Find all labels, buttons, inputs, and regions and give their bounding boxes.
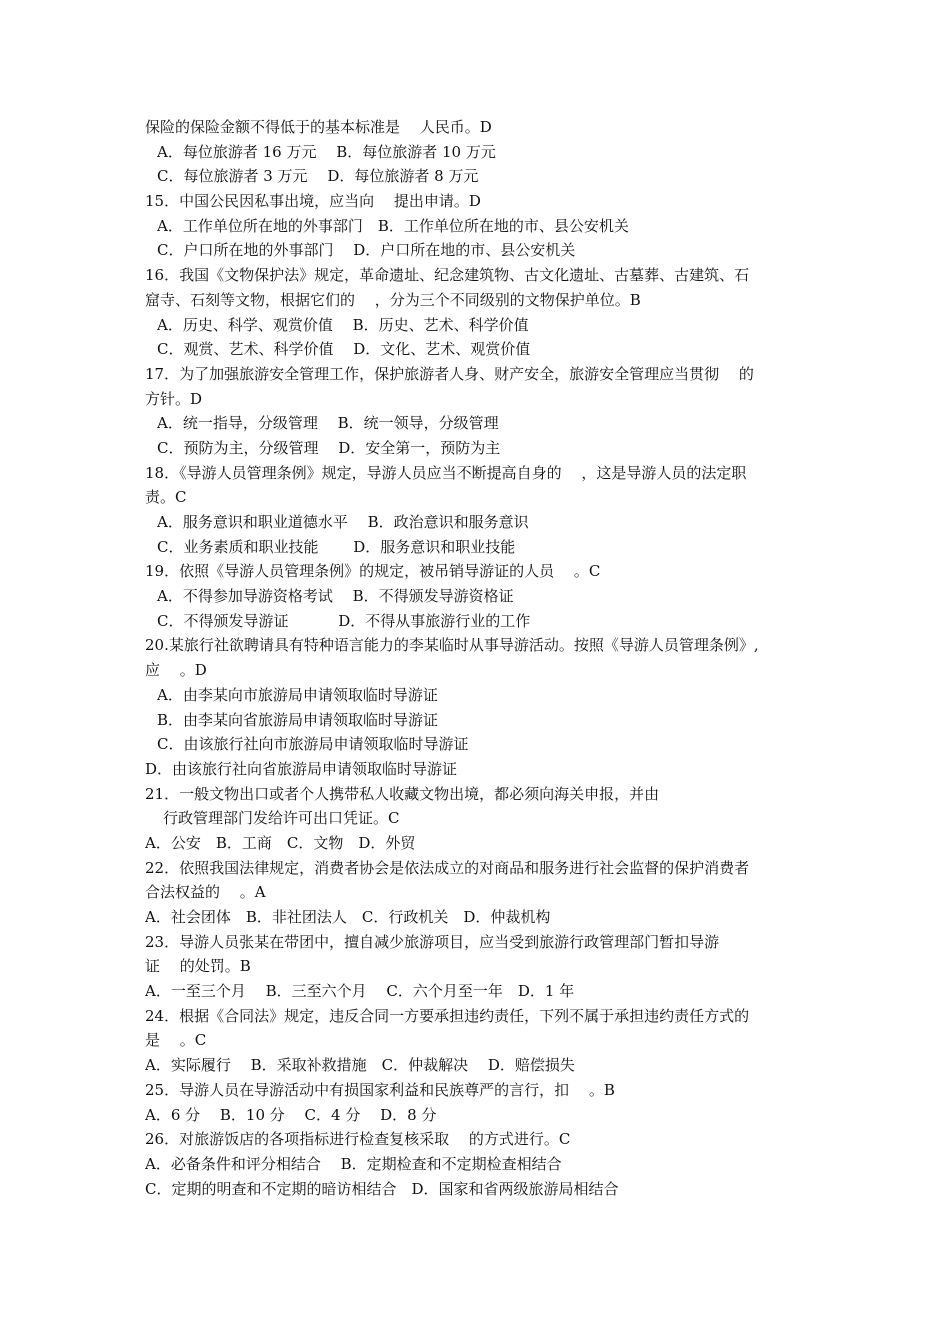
answer-options-line: A．实际履行 B．采取补救措施 C．仲裁解决 D．赔偿损失 [145, 1056, 575, 1075]
question-19: 19．依照《导游人员管理条例》的规定，被吊销导游证的人员 。C [145, 562, 601, 581]
question-20-continued: 应 。D [145, 661, 207, 680]
question-18: 18．《导游人员管理条例》规定，导游人员应当不断提高自身的 ，这是导游人员的法定职 [145, 463, 747, 482]
answer-options-line: A．每位旅游者 16 万元 B．每位旅游者 10 万元 [157, 142, 496, 161]
answer-option-line: C．由该旅行社向市旅游局申请领取临时导游证 [157, 735, 469, 754]
question-23-continued: 证 的处罚。B [145, 957, 251, 976]
answer-options-line: A．一至三个月 B．三至六个月 C．六个月至一年 D．1 年 [145, 982, 575, 1001]
answer-options-line: A．社会团体 B．非社团法人 C．行政机关 D．仲裁机构 [145, 908, 551, 926]
answer-options-line: A．统一指导，分级管理 B．统一领导，分级管理 [157, 414, 499, 433]
answer-options-line: C．每位旅游者 3 万元 D．每位旅游者 8 万元 [157, 167, 479, 186]
answer-options-line: A．历史、科学、观赏价值 B．历史、艺术、科学价值 [157, 315, 529, 334]
answer-option-line: B．由李某向省旅游局申请领取临时导游证 [157, 710, 439, 729]
answer-options-line: C．预防为主，分级管理 D．安全第一，预防为主 [157, 438, 501, 457]
answer-options-line: C．业务素质和职业技能 D．服务意识和职业技能 [157, 537, 516, 556]
question-22: 22．依照我国法律规定，消费者协会是依法成立的对商品和服务进行社会监督的保护消费者 [145, 858, 750, 877]
answer-option-line: D．由该旅行社向省旅游局申请领取临时导游证 [145, 759, 458, 778]
question-23: 23．导游人员张某在带团中，擅自减少旅游项目，应当受到旅游行政管理部门暂扣导游 [145, 932, 720, 951]
answer-options-line: A．公安 B．工商 C．文物 D．外贸 [145, 833, 416, 852]
question-17: 17．为了加强旅游安全管理工作，保护旅游者人身、财产安全，旅游安全管理应当贯彻 的 [145, 364, 754, 383]
answer-options-line: A．不得参加导游资格考试 B．不得颁发导游资格证 [157, 587, 514, 606]
answer-options-line: A．工作单位所在地的外事部门 B．工作单位所在地的市、县公安机关 [157, 216, 629, 235]
question-26: 26．对旅游饭店的各项指标进行检查复核采取 的方式进行。C [145, 1130, 571, 1149]
answer-options-line: C．定期的明查和不定期的暗访相结合 D．国家和省两级旅游局相结合 [145, 1179, 619, 1198]
answer-options-line: A．6 分 B．10 分 C．4 分 D．8 分 [145, 1105, 437, 1124]
question-stem-line: 保险的保险金额不得低于的基本标准是 人民币。D [145, 118, 492, 136]
answer-option-line: A．由李某向市旅游局申请领取临时导游证 [157, 685, 438, 704]
answer-options-line: C．不得颁发导游证 D．不得从事旅游行业的工作 [157, 611, 531, 630]
question-24: 24．根据《合同法》规定，违反合同一方要承担违约责任，下列不属于承担违约责任方式的 [145, 1006, 750, 1025]
answer-options-line: C．户口所在地的外事部门 D．户口所在地的市、县公安机关 [157, 241, 576, 260]
question-18-continued: 责。C [145, 488, 187, 507]
answer-options-line: A．必备条件和评分相结合 B．定期检查和不定期检查相结合 [145, 1154, 562, 1173]
question-15: 15．中国公民因私事出境，应当向 提出申请。D [145, 192, 481, 211]
document-body [145, 115, 815, 1201]
question-21-continued: 行政管理部门发给许可出口凭证。C [163, 809, 400, 828]
question-16: 16．我国《文物保护法》规定，革命遗址、纪念建筑物、古文化遗址、古墓葬、古建筑、石 [145, 266, 750, 285]
answer-options-line: A．服务意识和职业道德水平 B．政治意识和服务意识 [157, 513, 529, 531]
question-25: 25．导游人员在导游活动中有损国家利益和民族尊严的言行，扣 。B [145, 1080, 615, 1099]
question-16-continued: 窟寺、石刻等文物，根据它们的 ，分为三个不同级别的文物保护单位。B [145, 290, 641, 309]
question-20: 20.某旅行社欲聘请具有特种语言能力的李某临时从事导游活动。按照《导游人员管理条例》, [145, 636, 759, 655]
question-24-continued: 是 。C [145, 1031, 207, 1050]
question-21: 21．一般文物出口或者个人携带私人收藏文物出境，都必须向海关申报，并由 [145, 784, 660, 803]
question-22-continued: 合法权益的 。A [145, 883, 266, 902]
question-17-continued: 方针。D [145, 389, 203, 408]
answer-options-line: C．观赏、艺术、科学价值 D．文化、艺术、观赏价值 [157, 340, 531, 359]
